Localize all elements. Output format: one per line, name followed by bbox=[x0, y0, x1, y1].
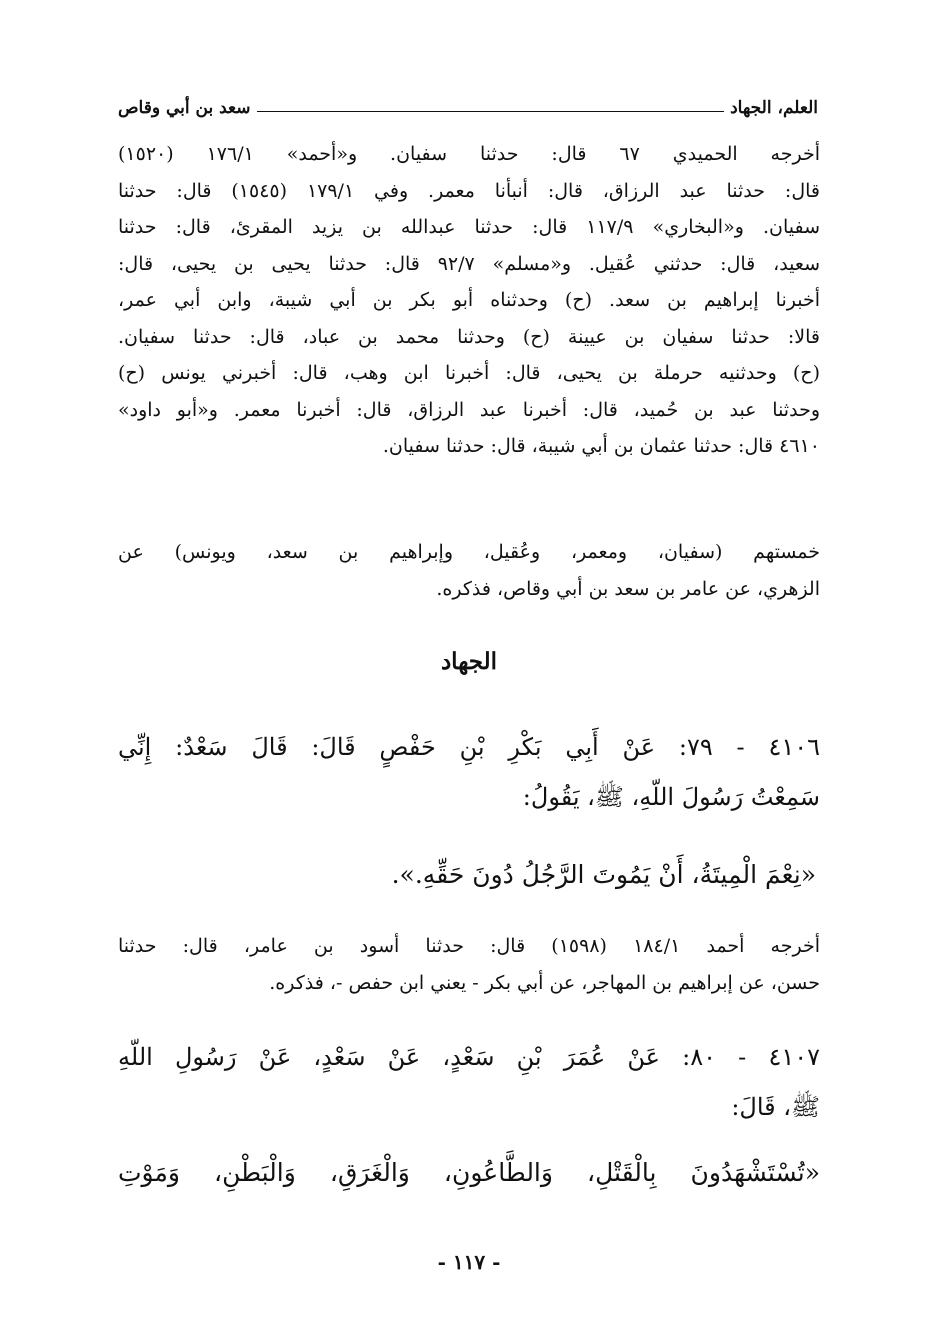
hadith-4107-quote bbox=[118, 1148, 820, 1198]
text-line: أخبرنا إبراهيم بن سعد. (ح) وحدثناه أبو بكر بن أبي شيبة، وابن أبي عمر، bbox=[118, 289, 820, 311]
text-line: حسن، عن إبراهيم بن المهاجر، عن أبي بكر - يعني ابن حفص -، فذكره. bbox=[269, 971, 820, 994]
hadith-quote: «نِعْمَ الْمِيتَةُ، أَنْ يَمُوتَ الرَّجُلُ دُونَ حَقِّهِ.». bbox=[391, 860, 816, 889]
hadith-4107 bbox=[118, 1032, 820, 1132]
hadith-line: ﷺ، قَالَ: bbox=[731, 1093, 820, 1121]
header-rule bbox=[257, 111, 725, 112]
text-line: ٤٦١٠ قال: حدثنا عثمان بن أبي شيبة، قال: حدثنا سفيان. bbox=[382, 435, 820, 457]
text-line: قال: حدثنا عبد الرزاق، قال: أنبأنا معمر. وفي ١٧٩/١ (١٥٤٥) قال: حدثنا bbox=[118, 179, 820, 202]
section-heading: الجهاد bbox=[440, 648, 498, 675]
header-section-title: العلم، الجهاد bbox=[730, 98, 818, 118]
text-line: أخرجه الحميدي ٦٧ قال: حدثنا سفيان. و«أحمد» ١٧٦/١ (١٥٢٠) bbox=[118, 143, 820, 165]
running-header bbox=[118, 88, 818, 118]
hadith-line: سَمِعْتُ رَسُولَ اللّهِ، ﷺ، يَقُولُ: bbox=[522, 783, 820, 811]
text-line: (ح) وحدثنيه حرملة بن يحيى، قال: أخبرنا ابن وهب، قال: أخبرني يونس (ح) bbox=[118, 362, 820, 384]
source-note-2 bbox=[118, 928, 820, 1001]
text-line: الزهري، عن عامر بن سعد بن أبي وقاص، فذكره. bbox=[436, 577, 820, 600]
hadith-4106 bbox=[118, 722, 820, 822]
hadith-4106-quote bbox=[158, 850, 820, 900]
text-line: خمستهم (سفيان، ومعمر، وعُقيل، وإبراهيم بن سعد، ويونس) عن bbox=[118, 541, 820, 563]
text-line: أخرجه أحمد ١٨٤/١ (١٥٩٨) قال: حدثنا أسود بن عامر، قال: حدثنا bbox=[118, 935, 820, 957]
hadith-line: ٤١٠٧ - ٨٠: عَنْ عُمَرَ بْنِ سَعْدٍ، عَنْ سَعْدٍ، عَنْ رَسُولِ اللّهِ bbox=[118, 1043, 820, 1071]
text-line: سعيد، قال: حدثني عُقيل. و«مسلم» ٩٢/٧ قال: حدثنا يحيى بن يحيى، قال: bbox=[118, 252, 820, 275]
text-line: قالا: حدثنا سفيان بن عيينة (ح) وحدثنا محمد بن عباد، قال: حدثنا سفيان. bbox=[118, 325, 820, 348]
text-line: وحدثنا عبد بن حُميد، قال: أخبرنا عبد الرزاق، قال: أخبرنا معمر. و«أبو داود» bbox=[118, 398, 820, 421]
header-book-title: سعد بن أبي وقاص bbox=[118, 98, 251, 118]
page-number: - ١١٧ - bbox=[437, 1250, 501, 1274]
text-line: سفيان. و«البخاري» ١١٧/٩ قال: حدثنا عبدالله بن يزيد المقرئ، قال: حدثنا bbox=[118, 216, 820, 238]
hadith-quote: «تُسْتَشْهَدُونَ بِالْقَتْلِ، وَالطَّاعُونِ، وَالْغَرَقِ، وَالْبَطْنِ، وَمَوْتِ bbox=[118, 1158, 820, 1187]
hadith-line: ٤١٠٦ - ٧٩: عَنْ أَبِي بَكْرِ بْنِ حَفْصٍ قَالَ: قَالَ سَعْدٌ: إِنِّي bbox=[118, 733, 820, 761]
source-note-1 bbox=[118, 136, 820, 465]
summary-note bbox=[118, 534, 820, 607]
